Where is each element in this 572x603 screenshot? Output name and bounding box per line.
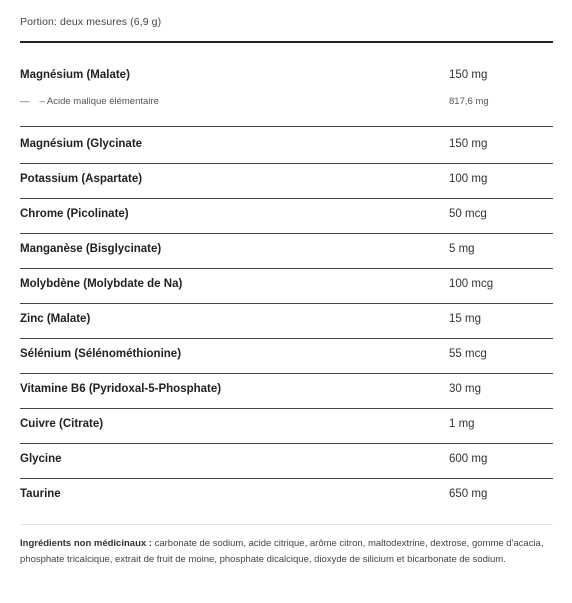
row-divider [20, 373, 553, 374]
sub-nutrient-name [20, 96, 159, 107]
nutrient-name: Magnésium (Malate) [20, 69, 130, 81]
nutrient-name: Molybdène (Molybdate de Na) [20, 278, 183, 290]
nutrient-amount: 100 mg [449, 173, 488, 185]
row-divider [20, 408, 553, 409]
row-divider [20, 268, 553, 269]
nutrient-row [20, 383, 553, 399]
nutrient-name: Magnésium (Glycinate [20, 138, 143, 150]
sub-nutrient-amount: 817,6 mg [449, 96, 489, 107]
serving-size: Portion: deux mesures (6,9 g) [20, 16, 162, 28]
nutrient-amount: 50 mcg [449, 208, 487, 220]
nutrient-name: Potassium (Aspartate) [20, 173, 143, 185]
nutrient-row [20, 208, 553, 224]
row-divider [20, 338, 553, 339]
nutrient-row [20, 243, 553, 259]
header-rule [20, 41, 553, 43]
nutrient-row [20, 278, 553, 294]
nutrient-subrow [20, 96, 553, 112]
row-divider [20, 233, 553, 234]
nutrient-amount: 600 mg [449, 453, 488, 465]
nutrient-amount: 100 mcg [449, 278, 494, 290]
nutrient-name: Chrome (Picolinate) [20, 208, 129, 220]
non-medicinal-ingredients [20, 536, 553, 568]
ingredients-label: Ingrédients non médicinaux : [20, 538, 152, 549]
row-divider [20, 303, 553, 304]
nutrient-amount: 15 mg [449, 313, 481, 325]
row-divider [20, 443, 553, 444]
nutrient-row [20, 418, 553, 434]
sub-dash: — [20, 96, 30, 107]
nutrient-amount: 30 mg [449, 383, 481, 395]
nutrient-amount: 5 mg [449, 243, 475, 255]
row-divider [20, 198, 553, 199]
sub-nutrient-label: – Acide malique élémentaire [39, 96, 159, 107]
nutrient-row [20, 173, 553, 189]
nutrient-name: Taurine [20, 488, 61, 500]
nutrient-name: Cuivre (Citrate) [20, 418, 104, 430]
ingredients-text: carbonate de sodium, acide citrique, arôme citron, maltodextrine, dextrose, gomme d'acacia, phosphate tricalcique, extrait de fruit de moine, phosphate dicalcique, dioxyde de silicium et bicarbonate de sodium. [20, 538, 544, 565]
row-divider [20, 478, 553, 479]
nutrient-row-main [20, 69, 553, 85]
nutrient-name: Zinc (Malate) [20, 313, 91, 325]
nutrient-amount: 55 mcg [449, 348, 487, 360]
nutrient-row [20, 138, 553, 154]
nutrient-name: Vitamine B6 (Pyridoxal-5-Phosphate) [20, 383, 222, 395]
nutrient-row [20, 488, 553, 504]
nutrient-amount: 650 mg [449, 488, 488, 500]
nutrient-name: Manganèse (Bisglycinate) [20, 243, 162, 255]
nutrient-row [20, 348, 553, 364]
footer-rule [20, 524, 553, 525]
nutrient-amount: 150 mg [449, 69, 488, 81]
nutrient-row [20, 453, 553, 469]
row-divider [20, 163, 553, 164]
nutrient-name: Sélénium (Sélénométhionine) [20, 348, 182, 360]
nutrient-amount: 150 mg [449, 138, 488, 150]
section-rule [20, 126, 553, 127]
nutrient-amount: 1 mg [449, 418, 475, 430]
nutrient-name: Glycine [20, 453, 62, 465]
nutrient-row [20, 313, 553, 329]
